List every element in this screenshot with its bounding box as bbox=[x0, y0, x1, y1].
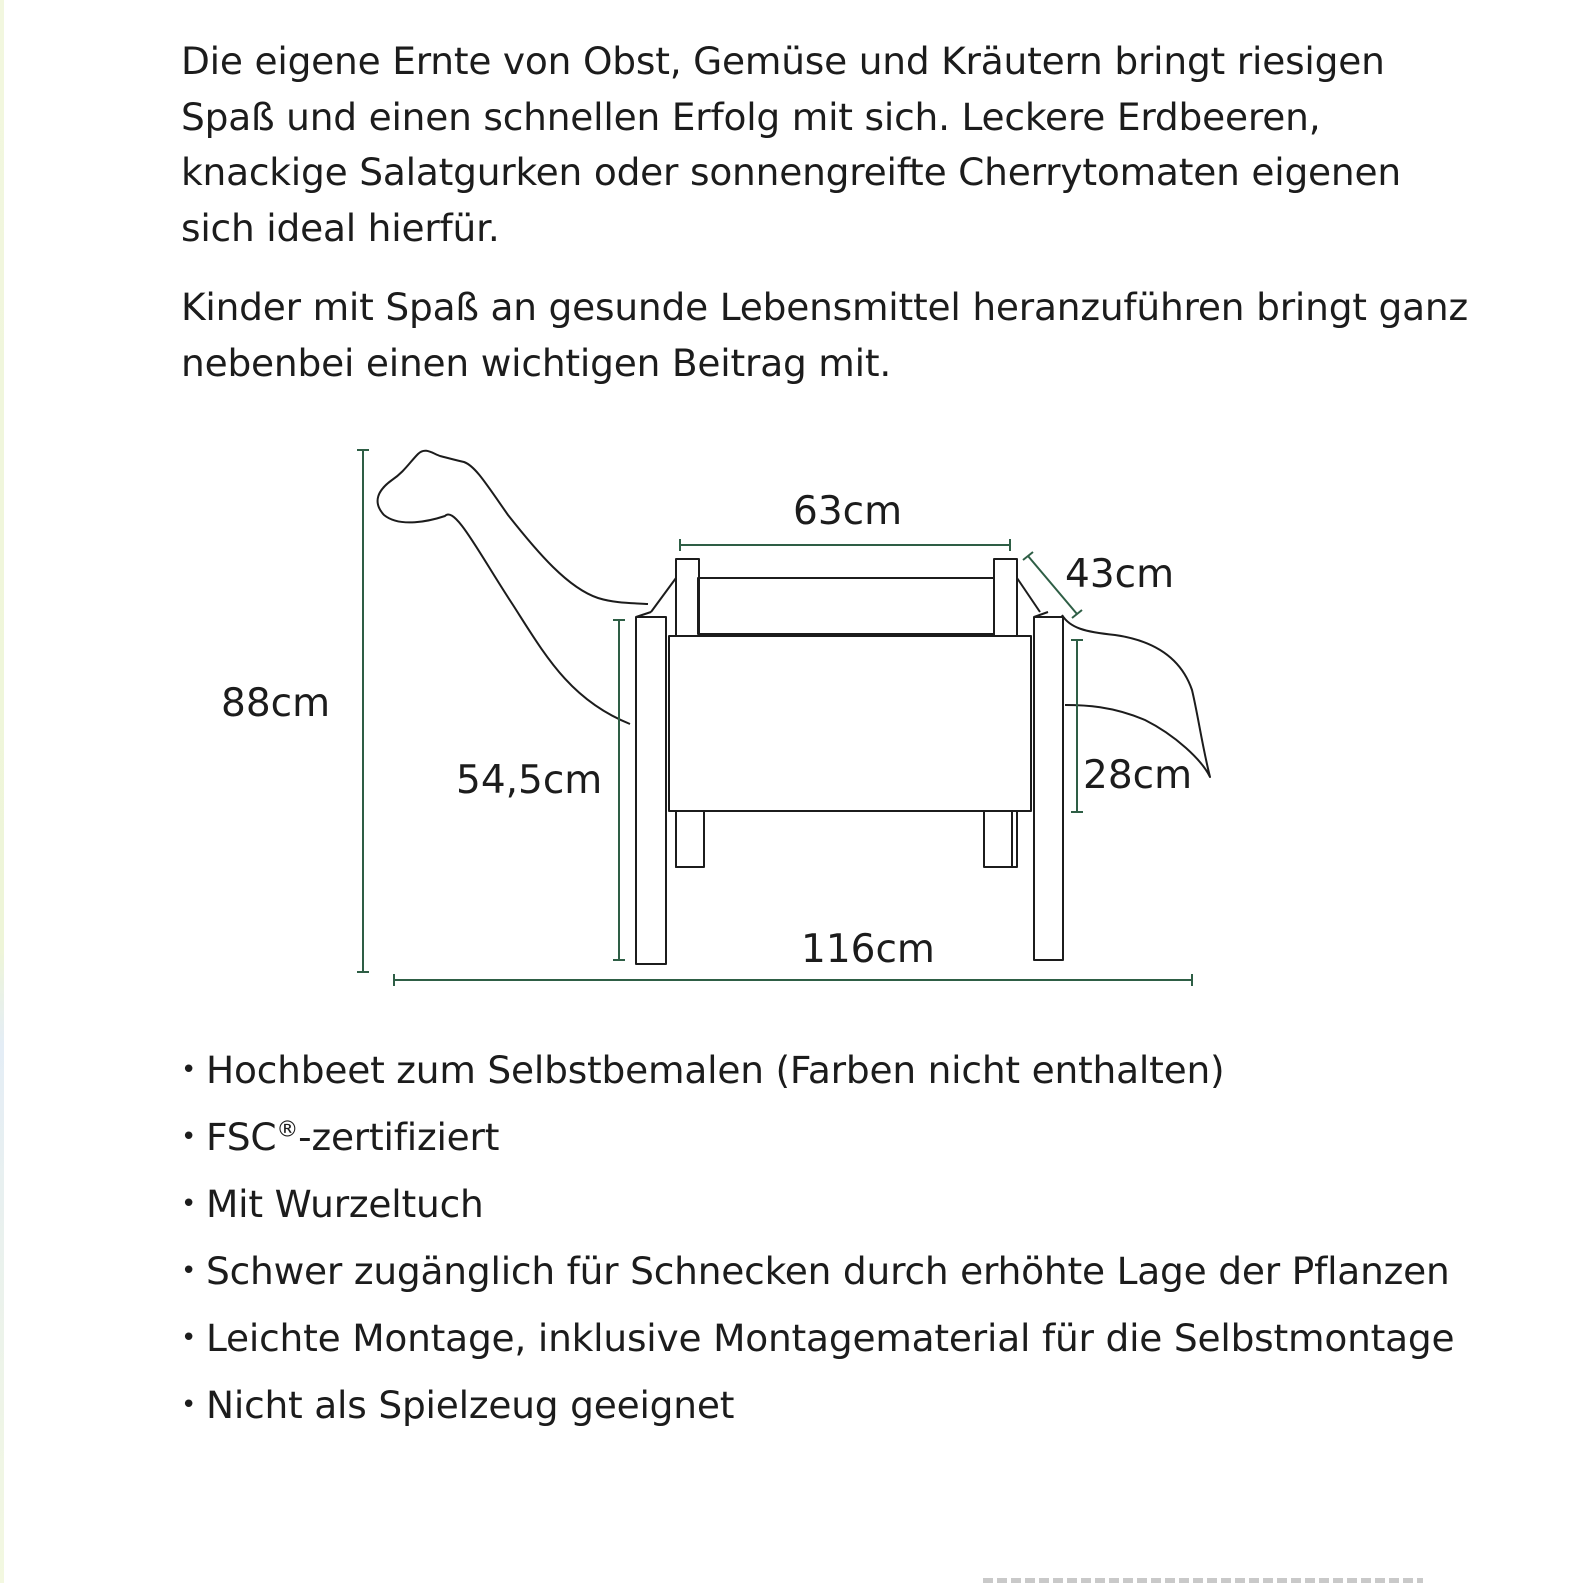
registered-mark: ® bbox=[276, 1117, 299, 1143]
total-length-label: 116cm bbox=[801, 927, 935, 972]
intro-paragraph-2: Kinder mit Spaß an gesunde Lebensmittel heranzuführen bringt ganz nebenbei einen wichtigen Beitrag mit. bbox=[181, 285, 1468, 385]
intro-paragraph-1: Die eigene Ernte von Obst, Gemüse und Kräutern bringt riesigen Spaß und einen schnellen Erfolg mit sich. Leckere Erdbeeren, knackige Salatgurken oder sonnengreifte Cherrytomaten eigenen sich ideal hierfür. bbox=[181, 39, 1401, 250]
dinosaur-neck-outline bbox=[378, 451, 648, 724]
back-left-leg-foot bbox=[676, 811, 704, 867]
depth-edge-left bbox=[651, 578, 676, 612]
box-height-label: 28cm bbox=[1083, 753, 1193, 798]
leg-height-label: 54,5cm bbox=[456, 758, 603, 803]
fsc-suffix: -zertifiziert bbox=[298, 1115, 500, 1159]
depth-edge-right bbox=[1017, 578, 1040, 612]
feature-item: • Hochbeet zum Selbstbemalen (Farben nicht enthalten) bbox=[181, 1043, 1511, 1098]
back-box-top-rail bbox=[698, 578, 994, 634]
feature-item: • Schwer zugänglich für Schnecken durch erhöhte Lage der Pflanzen bbox=[181, 1244, 1511, 1299]
depth-label: 43cm bbox=[1065, 552, 1175, 597]
front-box-panel bbox=[669, 636, 1031, 811]
feature-list bbox=[181, 1043, 1511, 1445]
front-right-post bbox=[1034, 617, 1063, 960]
front-left-post bbox=[636, 617, 666, 964]
total-height-label: 88cm bbox=[221, 681, 331, 726]
feature-item: • Mit Wurzeltuch bbox=[181, 1177, 1511, 1232]
fsc-label: FSC bbox=[206, 1115, 277, 1159]
width-label: 63cm bbox=[793, 489, 903, 534]
feature-item: • Leichte Montage, inklusive Montagematerial für die Selbstmontage bbox=[181, 1311, 1511, 1366]
feature-item: • Nicht als Spielzeug geeignet bbox=[181, 1378, 1511, 1433]
footer-cutoff-text bbox=[983, 1578, 1423, 1583]
back-right-leg-foot bbox=[984, 811, 1012, 867]
feature-item-fsc bbox=[181, 1110, 1511, 1165]
